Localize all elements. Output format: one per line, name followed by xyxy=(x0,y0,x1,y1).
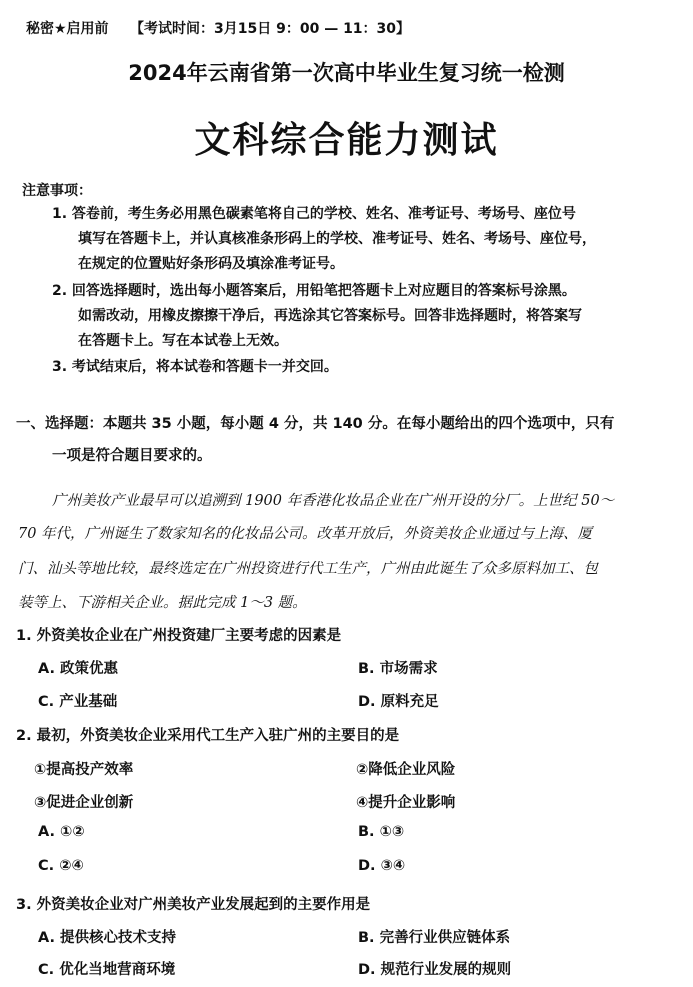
section-instructions: 一项是符合题目要求的。 xyxy=(52,448,212,464)
statement-3: ③促进企业创新 xyxy=(34,795,134,811)
statement-4: ④提升企业影响 xyxy=(356,795,456,811)
option-a: A. 提供核心技术支持 xyxy=(38,930,177,946)
question-stem: 2. 最初，外资美妆企业采用代工生产入驻广州的主要目的是 xyxy=(16,728,400,744)
option-a: A. ①② xyxy=(38,824,85,840)
option-b: B. 市场需求 xyxy=(358,661,438,677)
option-c: C. 产业基础 xyxy=(38,694,118,710)
notice-line: 3. 考试结束后，将本试卷和答题卡一并交回。 xyxy=(52,359,338,375)
statement-1: ①提高投产效率 xyxy=(34,762,134,778)
confidential-label: 秘密★启用前 xyxy=(26,21,109,37)
material-line: 广州美妆产业最早可以追溯到 1900 年香港化妆品企业在广州开设的分厂。上世纪 50～ xyxy=(52,493,615,509)
exam-time: 【考试时间：3月15日 9：00 — 11：30】 xyxy=(130,21,411,37)
statement-2: ②降低企业风险 xyxy=(356,762,456,778)
option-d: D. 规范行业发展的规则 xyxy=(358,962,512,978)
option-b: B. 完善行业供应链体系 xyxy=(358,930,511,946)
option-c: C. 优化当地营商环境 xyxy=(38,962,176,978)
material-line: 70 年代，广州诞生了数家知名的化妆品公司。改革开放后，外资美妆企业通过与上海、厦 xyxy=(18,526,593,542)
subject-title: 文科综合能力测试 xyxy=(194,120,499,161)
option-a: A. 政策优惠 xyxy=(38,661,119,677)
exam-title: 2024年云南省第一次高中毕业生复习统一检测 xyxy=(128,61,565,85)
material-line: 装等上、下游相关企业。据此完成 1～3 题。 xyxy=(18,595,307,611)
section-instructions: 一、选择题：本题共 35 小题，每小题 4 分，共 140 分。在每小题给出的四个选项中，只有 xyxy=(16,416,615,432)
question-stem: 3. 外资美妆企业对广州美妆产业发展起到的主要作用是 xyxy=(16,897,371,913)
notice-line: 2. 回答选择题时，选出每小题答案后，用铅笔把答题卡上对应题目的答案标号涂黑。 xyxy=(52,283,576,299)
option-d: D. 原料充足 xyxy=(358,694,439,710)
option-b: B. ①③ xyxy=(358,824,405,840)
option-c: C. ②④ xyxy=(38,858,84,874)
option-d: D. ③④ xyxy=(358,858,406,874)
notice-line: 填写在答题卡上，并认真核准条形码上的学校、准考证号、姓名、考场号、座位号， xyxy=(78,231,596,247)
question-stem: 1. 外资美妆企业在广州投资建厂主要考虑的因素是 xyxy=(16,628,342,644)
notice-heading: 注意事项： xyxy=(22,183,92,199)
notice-line: 在答题卡上。写在本试卷上无效。 xyxy=(78,333,288,349)
material-line: 门、汕头等地比较，最终选定在广州投资进行代工生产，广州由此诞生了众多原料加工、包 xyxy=(18,561,598,577)
notice-line: 如需改动，用橡皮擦擦干净后，再选涂其它答案标号。回答非选择题时，将答案写 xyxy=(78,308,582,324)
notice-line: 1. 答卷前，考生务必用黑色碳素笔将自己的学校、姓名、准考证号、考场号、座位号 xyxy=(52,206,576,222)
notice-line: 在规定的位置贴好条形码及填涂准考证号。 xyxy=(78,256,344,272)
